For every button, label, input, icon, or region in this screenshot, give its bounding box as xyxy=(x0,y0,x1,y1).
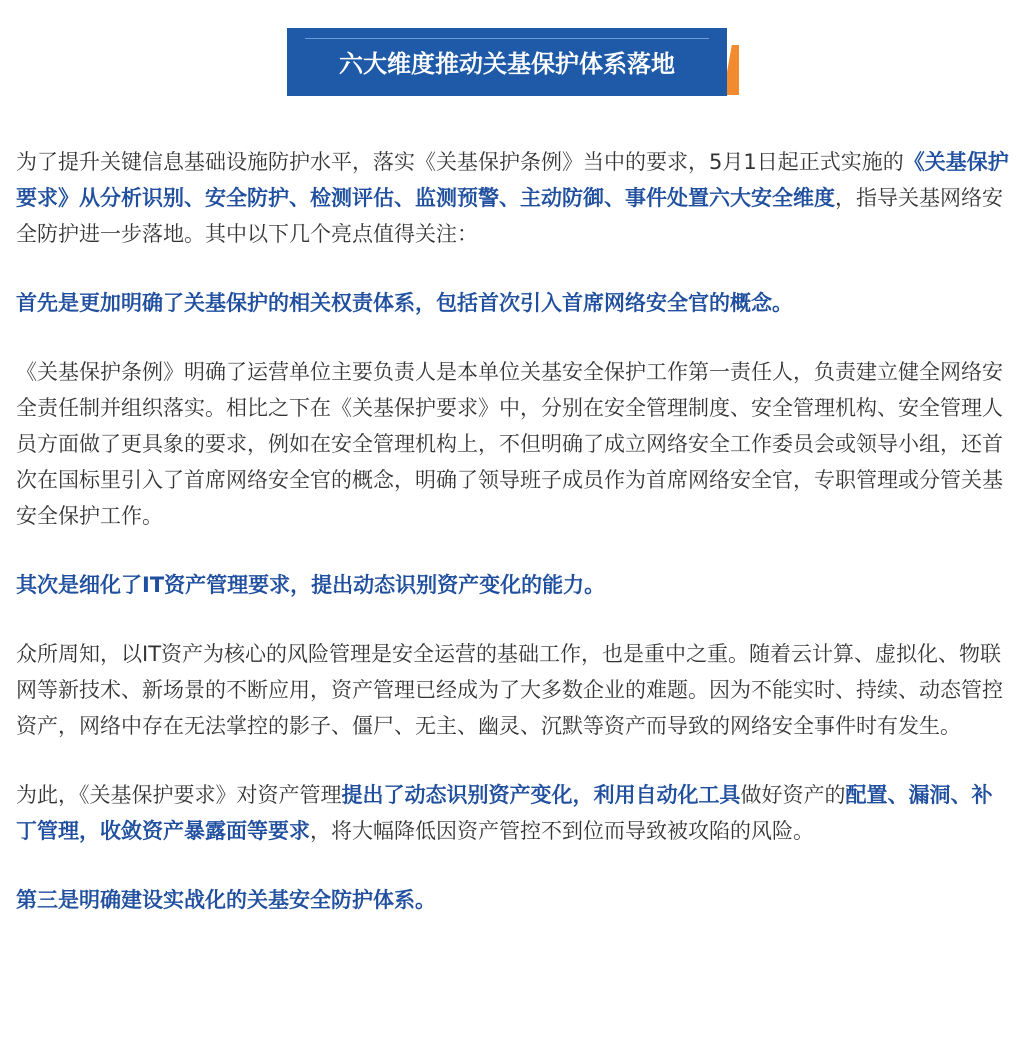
followup-highlight-2: 配置、漏洞、补丁管理，收敛资产暴露面等要求 xyxy=(16,783,993,843)
intro-text-2: ，指导关基网络安全防护进一步落地。其中以下几个亮点值得关注： xyxy=(16,186,1003,246)
page-title: 六大维度推动关基保护体系落地 xyxy=(339,49,675,78)
followup-text-1: 为此，《关基保护要求》对资产管理 xyxy=(16,783,342,807)
point-one-heading xyxy=(16,285,1012,321)
point-three-heading-text: 第三是明确建设实战化的关基安全防护体系。 xyxy=(16,888,436,912)
intro-paragraph xyxy=(16,144,1012,252)
intro-highlight: 《关基保护要求》从分析识别、安全防护、检测评估、监测预警、主动防御、事件处置六大安全维度 xyxy=(16,150,1009,210)
point-three-heading xyxy=(16,882,1012,918)
point-one-paragraph xyxy=(16,354,1012,534)
article-body xyxy=(16,144,1012,918)
section-title-banner xyxy=(287,28,739,96)
followup-text-2: 做好资产的 xyxy=(740,783,846,807)
point-two-followup-paragraph xyxy=(16,777,1012,849)
intro-text-1: 为了提升关键信息基础设施防护水平，落实《关基保护条例》当中的要求，5月1日起正式实施的 xyxy=(16,150,904,174)
point-one-heading-text: 首先是更加明确了关基保护的相关权责体系，包括首次引入首席网络安全官的概念。 xyxy=(16,291,793,315)
point-two-heading xyxy=(16,567,1012,603)
point-one-body-text: 《关基保护条例》明确了运营单位主要负责人是本单位关基安全保护工作第一责任人，负责建立健全网络安全责任制并组织落实。相比之下在《关基保护要求》中，分别在安全管理制度、安全管理机构、安全管理人员方面做了更具象的要求，例如在安全管理机构上，不但明确了成立网络安全工作委员会或领导小组，还首次在国标里引入了首席网络安全官的概念，明确了领导班子成员作为首席网络安全官，专职管理或分管关基安全保护工作。 xyxy=(16,360,1003,528)
title-box xyxy=(287,28,727,96)
followup-text-3: ，将大幅降低因资产管控不到位而导致被攻陷的风险。 xyxy=(310,819,814,843)
point-two-body-text: 众所周知，以IT资产为核心的风险管理是安全运营的基础工作，也是重中之重。随着云计算、虚拟化、物联网等新技术、新场景的不断应用，资产管理已经成为了大多数企业的难题。因为不能实时、持续、动态管控资产，网络中存在无法掌控的影子、僵尸、无主、幽灵、沉默等资产而导致的网络安全事件时有发生。 xyxy=(16,642,1003,738)
point-two-paragraph xyxy=(16,636,1012,744)
title-decor-line xyxy=(305,38,709,39)
point-two-heading-text: 其次是细化了IT资产管理要求，提出动态识别资产变化的能力。 xyxy=(16,573,606,597)
followup-highlight-1: 提出了动态识别资产变化，利用自动化工具 xyxy=(341,783,741,807)
